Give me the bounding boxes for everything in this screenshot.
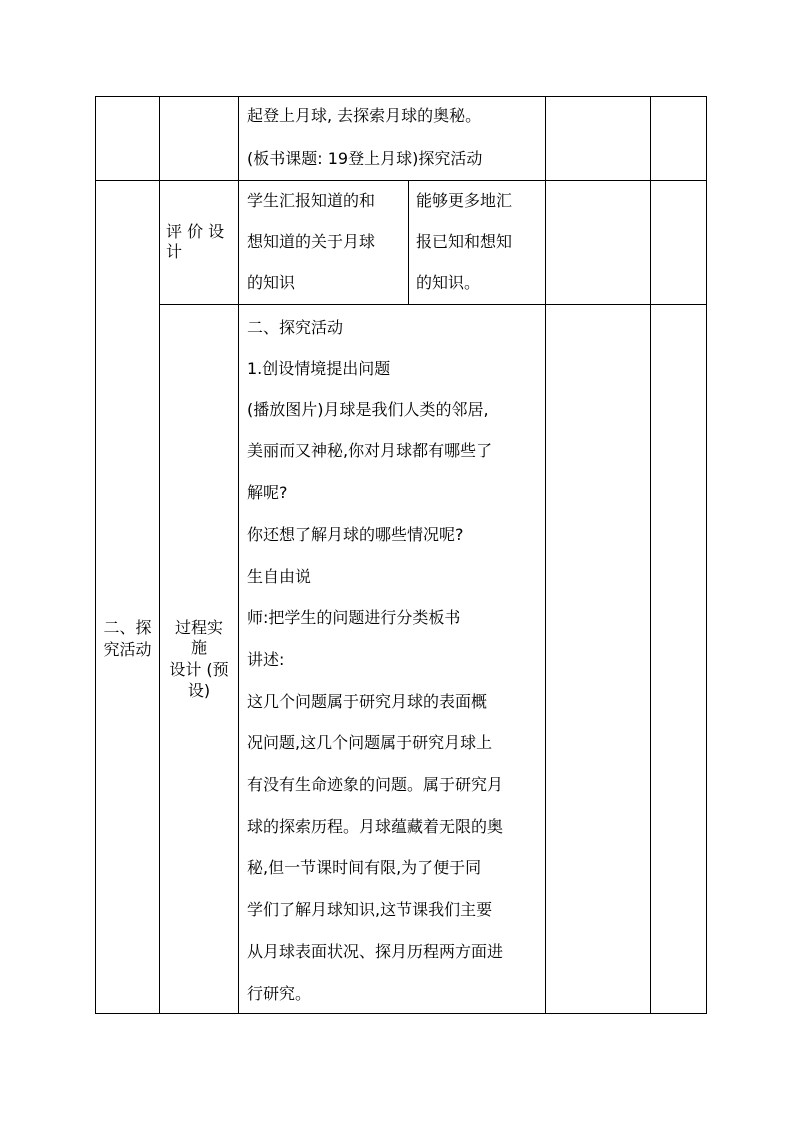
process-content-line: 二、探究活动 <box>247 318 344 337</box>
process-content-line: 学们了解月球知识,这节课我们主要 <box>247 900 493 919</box>
process-content-line: 美丽而又神秘,你对月球都有哪些了 <box>247 441 493 460</box>
evaluation-criteria-line: 报已知和想知 <box>416 232 513 251</box>
evaluation-criteria-line: 的知识。 <box>416 273 481 292</box>
row-divider <box>159 304 706 305</box>
process-content-line: 从月球表面状况、探月历程两方面进 <box>247 942 504 961</box>
process-content-line: 你还想了解月球的哪些情况呢? <box>247 525 464 544</box>
process-content-line: 况问题,这几个问题属于研究月球上 <box>247 733 493 752</box>
content-line: (板书课题: 19登上月球)探究活动 <box>247 149 483 168</box>
process-content-line: (播放图片)月球是我们人类的邻居, <box>247 400 489 419</box>
process-label: 设) <box>187 681 211 700</box>
table-border-top <box>95 96 706 97</box>
evaluation-content-line: 学生汇报知道的和 <box>247 191 376 210</box>
column-divider <box>545 96 546 1014</box>
process-label: 过程实 <box>174 618 223 637</box>
evaluation-content-line: 的知识 <box>247 273 296 292</box>
process-label: 设计 (预 <box>169 660 229 679</box>
process-content-line: 解呢? <box>247 483 288 502</box>
column-divider <box>408 180 409 304</box>
process-content-line: 行研究。 <box>247 984 312 1003</box>
column-divider <box>238 96 239 1014</box>
table-border-right <box>706 96 707 1014</box>
evaluation-criteria-line: 能够更多地汇 <box>416 191 513 210</box>
evaluation-label: 评 价 设 <box>166 222 225 241</box>
section-label: 究活动 <box>103 640 152 659</box>
process-content-line: 1.创设情境提出问题 <box>247 359 391 378</box>
row-divider <box>95 180 706 181</box>
process-content-line: 有没有生命迹象的问题。属于研究月 <box>247 775 504 794</box>
column-divider <box>159 96 160 1014</box>
table-border-bottom <box>95 1013 706 1014</box>
process-label: 施 <box>190 638 207 657</box>
process-content-line: 秘,但一节课时间有限,为了便于同 <box>247 858 482 877</box>
process-content-line: 球的探索历程。月球蕴藏着无限的奥 <box>247 817 504 836</box>
process-content-line: 师:把学生的问题进行分类板书 <box>247 608 461 627</box>
table-border-left <box>95 96 96 1014</box>
content-line: 起登上月球, 去探索月球的奥秘。 <box>247 106 482 125</box>
process-content-line: 这几个问题属于研究月球的表面概 <box>247 692 488 711</box>
column-divider <box>650 96 651 1014</box>
process-content-line: 讲述: <box>247 650 285 669</box>
section-label: 二、探 <box>103 618 152 637</box>
evaluation-content-line: 想知道的关于月球 <box>247 232 376 251</box>
evaluation-label: 计 <box>166 242 183 261</box>
process-content-line: 生自由说 <box>247 567 312 586</box>
